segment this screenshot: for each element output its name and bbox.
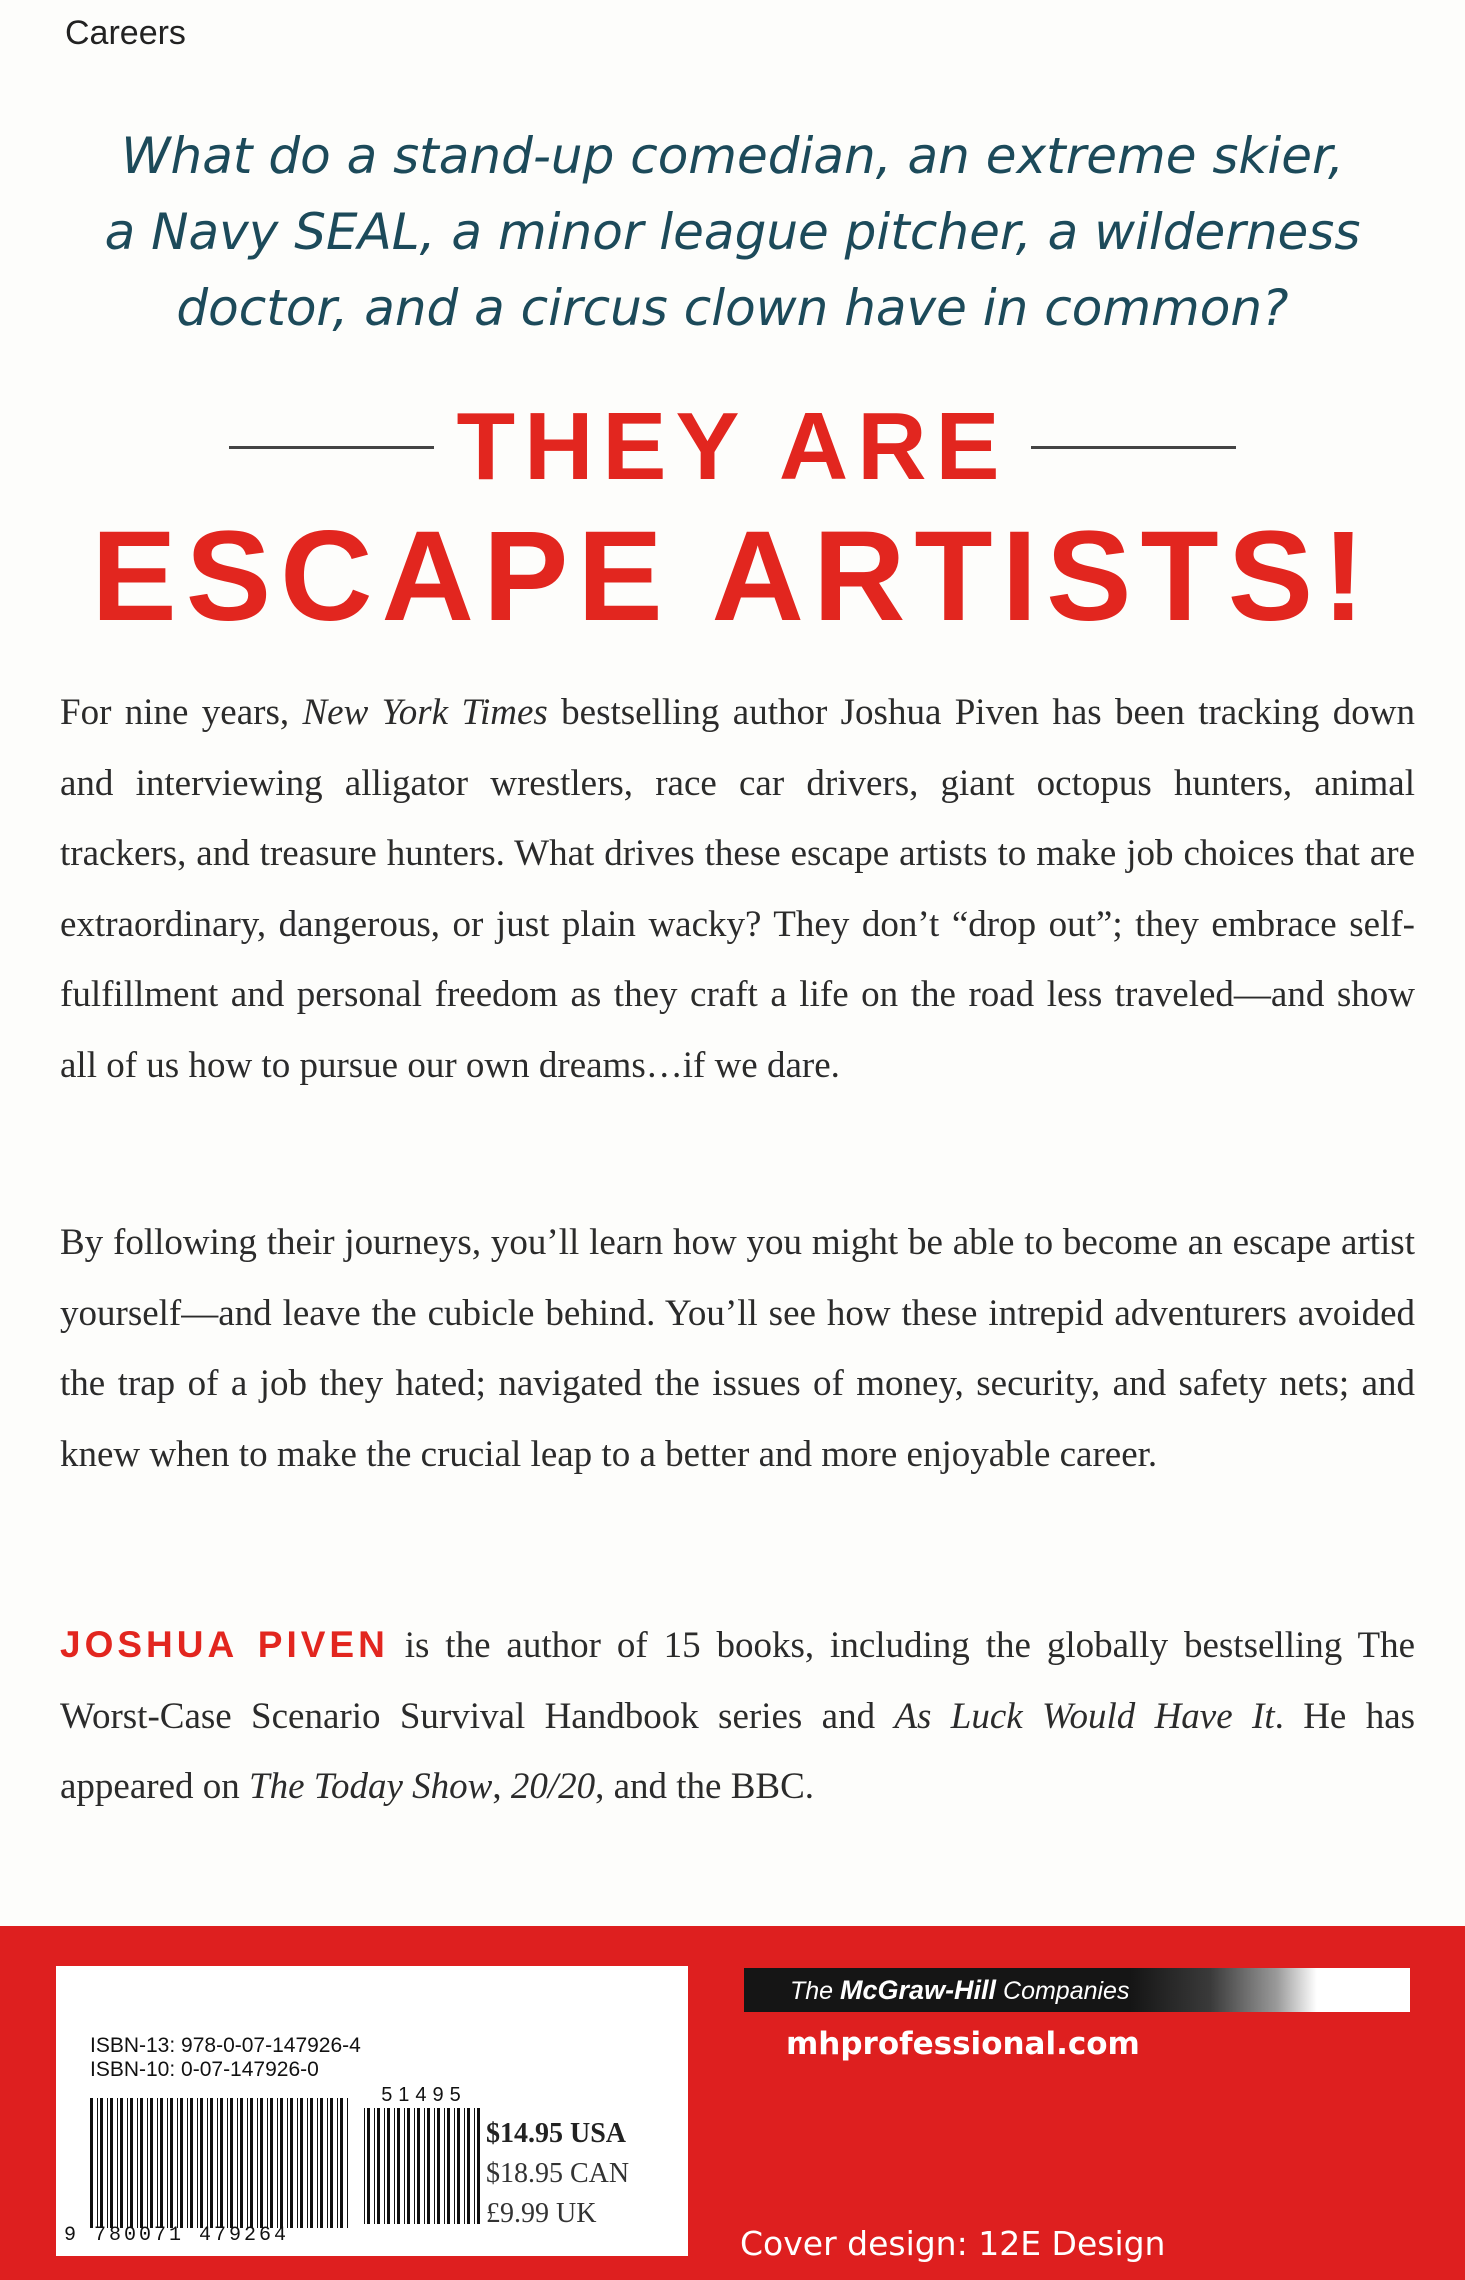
- publisher-logo: [790, 1975, 1129, 2006]
- tagline-line: doctor, and a circus clown have in common?: [176, 279, 1289, 337]
- price-uk: £9.99 UK: [486, 2198, 597, 2229]
- author-bio: [60, 1610, 1415, 1823]
- barcode-bar: [347, 2098, 348, 2228]
- barcode-bar: [270, 2098, 273, 2228]
- barcode-bar: [364, 2108, 365, 2224]
- blurb-paragraph-1: [60, 678, 1415, 1101]
- barcode-bar: [127, 2098, 128, 2228]
- barcode-bar: [180, 2098, 183, 2228]
- barcode-bar: [407, 2108, 410, 2224]
- price-can: $18.95 CAN: [486, 2158, 630, 2189]
- barcode-main: [90, 2098, 354, 2228]
- barcode-bar: [340, 2098, 343, 2228]
- barcode-bar: [387, 2108, 390, 2224]
- barcode-bar: [384, 2108, 385, 2224]
- barcode-bar: [267, 2098, 268, 2228]
- barcode-bar: [230, 2098, 233, 2228]
- barcode-bar: [447, 2108, 450, 2224]
- barcode-bar: [100, 2098, 103, 2228]
- barcode-bar: [120, 2098, 123, 2228]
- tagline-line: What do a stand-up comedian, an extreme skier,: [121, 127, 1344, 185]
- tagline-question: [90, 118, 1375, 346]
- barcode-bar: [207, 2098, 208, 2228]
- barcode-bar: [297, 2098, 298, 2228]
- barcode-bar: [150, 2098, 153, 2228]
- barcode-bar: [424, 2108, 425, 2224]
- barcode-bar: [474, 2108, 475, 2224]
- barcode-bar: [367, 2108, 370, 2224]
- headline-rule-left: [229, 446, 434, 449]
- isbn-13: ISBN-13: 978-0-07-147926-4: [90, 2034, 361, 2057]
- barcode-bar: [157, 2098, 158, 2228]
- blurb-paragraph-2: By following their journeys, you’ll learn how you might be able to become an escape artist yourself—and leave the cubicle behind. You’ll see how these intrepid adventurers avoided the trap of a job they hated; navigated the issues of money, security, and safety nets; and knew when to make the crucial leap to a better and more enjoyable career.: [60, 1222, 1415, 1475]
- barcode-addon: [364, 2108, 484, 2224]
- cover-design-credit: Cover design: 12E Design: [740, 2224, 1166, 2263]
- headline-rule-right: [1031, 446, 1236, 449]
- publisher-post: Companies: [996, 1977, 1130, 2005]
- barcode-bar: [300, 2098, 303, 2228]
- barcode-bar: [130, 2098, 133, 2228]
- barcode-bar: [397, 2108, 400, 2224]
- barcode-bar: [444, 2108, 445, 2224]
- barcode-bar: [377, 2108, 380, 2224]
- barcode-bar: [110, 2098, 113, 2228]
- barcode-bar: [177, 2098, 178, 2228]
- barcode-bar: [160, 2098, 163, 2228]
- isbn-10: ISBN-10: 0-07-147926-0: [90, 2058, 319, 2081]
- barcode-bar: [220, 2098, 223, 2228]
- barcode-addon-number: 51495: [381, 2084, 467, 2106]
- headline-row: [0, 392, 1465, 502]
- publisher-pre: The: [790, 1977, 841, 2005]
- bio-text: is the author of 15 books, including the globally bestselling The Worst-Case Scenario Survival Handbook series and: [60, 1625, 1416, 1737]
- bio-book-title: As Luck Would Have It: [894, 1695, 1275, 1737]
- barcode-bar: [307, 2098, 308, 2228]
- barcode-bar: [237, 2098, 238, 2228]
- barcode-bar: [97, 2098, 98, 2228]
- barcode-bar: [117, 2098, 118, 2228]
- barcode-bar: [140, 2098, 143, 2228]
- barcode-bar: [374, 2108, 375, 2224]
- barcode-bar: [247, 2098, 248, 2228]
- barcode-bar: [277, 2098, 278, 2228]
- barcode-bar: [227, 2098, 228, 2228]
- barcode-panel: [56, 1966, 688, 2256]
- barcode-bar: [437, 2108, 440, 2224]
- barcode-bar: [90, 2098, 93, 2228]
- bio-text: . He has appeared on: [60, 1695, 1416, 1807]
- blurb-text: For nine years,: [60, 692, 303, 733]
- barcode-bar: [257, 2098, 258, 2228]
- bio-text: ,: [492, 1766, 511, 1807]
- barcode-bar: [317, 2098, 318, 2228]
- barcode-bar: [137, 2098, 138, 2228]
- barcode-bar: [217, 2098, 218, 2228]
- tagline-line: a Navy SEAL, a minor league pitcher, a wilderness: [104, 203, 1361, 261]
- barcode-bar: [190, 2098, 193, 2228]
- barcode-bar: [250, 2098, 253, 2228]
- bio-show-title: 20/20: [510, 1766, 596, 1807]
- publisher-name: McGraw-Hill: [840, 1975, 997, 2005]
- barcode-bar: [147, 2098, 148, 2228]
- barcode-bar: [320, 2098, 323, 2228]
- barcode-digits: 9 780071 479264: [64, 2224, 290, 2247]
- barcode-bar: [240, 2098, 243, 2228]
- blurb-text: bestselling author Joshua Piven has been tracking down and interviewing alligator wrestlers, race car drivers, giant octopus hunters, animal trackers, and treasure hunters. What drives these escape artists to make job choices that are extraordinary, dangerous, or just plain wacky? They don’t “drop out”; they embrace self-fulfillment and personal freedom as they craft a life on the road less traveled—and show all of us how to pursue our own dreams…if we dare.: [60, 692, 1415, 1086]
- barcode-bar: [197, 2098, 198, 2228]
- barcode-bar: [280, 2098, 283, 2228]
- barcode-bar: [260, 2098, 263, 2228]
- barcode-bar: [427, 2108, 430, 2224]
- category-label: Careers: [65, 14, 186, 52]
- publisher-bar: [744, 1968, 1410, 2012]
- barcode-bar: [404, 2108, 405, 2224]
- barcode-bar: [457, 2108, 460, 2224]
- author-name: JOSHUA PIVEN: [60, 1624, 389, 1665]
- barcode-bar: [394, 2108, 395, 2224]
- barcode-bar: [310, 2098, 313, 2228]
- barcode-bar: [477, 2108, 480, 2224]
- barcode-bar: [167, 2098, 168, 2228]
- barcode-bar: [414, 2108, 415, 2224]
- barcode-bar: [464, 2108, 465, 2224]
- barcode-bar: [327, 2098, 328, 2228]
- barcode-bar: [170, 2098, 173, 2228]
- price-usa: $14.95 USA: [486, 2118, 627, 2149]
- barcode-bar: [337, 2098, 338, 2228]
- barcode-bar: [287, 2098, 288, 2228]
- barcode-bar: [200, 2098, 203, 2228]
- blurb-nyt: New York Times: [302, 692, 548, 733]
- bio-text: , and the BBC.: [595, 1766, 815, 1807]
- barcode-bar: [107, 2098, 108, 2228]
- barcode-bar: [454, 2108, 455, 2224]
- barcode-bar: [210, 2098, 213, 2228]
- barcode-bar: [417, 2108, 420, 2224]
- bottom-band: [0, 1926, 1465, 2280]
- barcode-bar: [434, 2108, 435, 2224]
- headline-they-are: THEY ARE: [456, 393, 1009, 500]
- barcode-bar: [330, 2098, 333, 2228]
- barcode-bar: [467, 2108, 470, 2224]
- bio-show-title: The Today Show: [249, 1766, 493, 1807]
- barcode-bar: [290, 2098, 293, 2228]
- headline-escape-artists: ESCAPE ARTISTS!: [91, 505, 1374, 648]
- publisher-website: mhprofessional.com: [786, 2026, 1140, 2062]
- barcode-bar: [187, 2098, 188, 2228]
